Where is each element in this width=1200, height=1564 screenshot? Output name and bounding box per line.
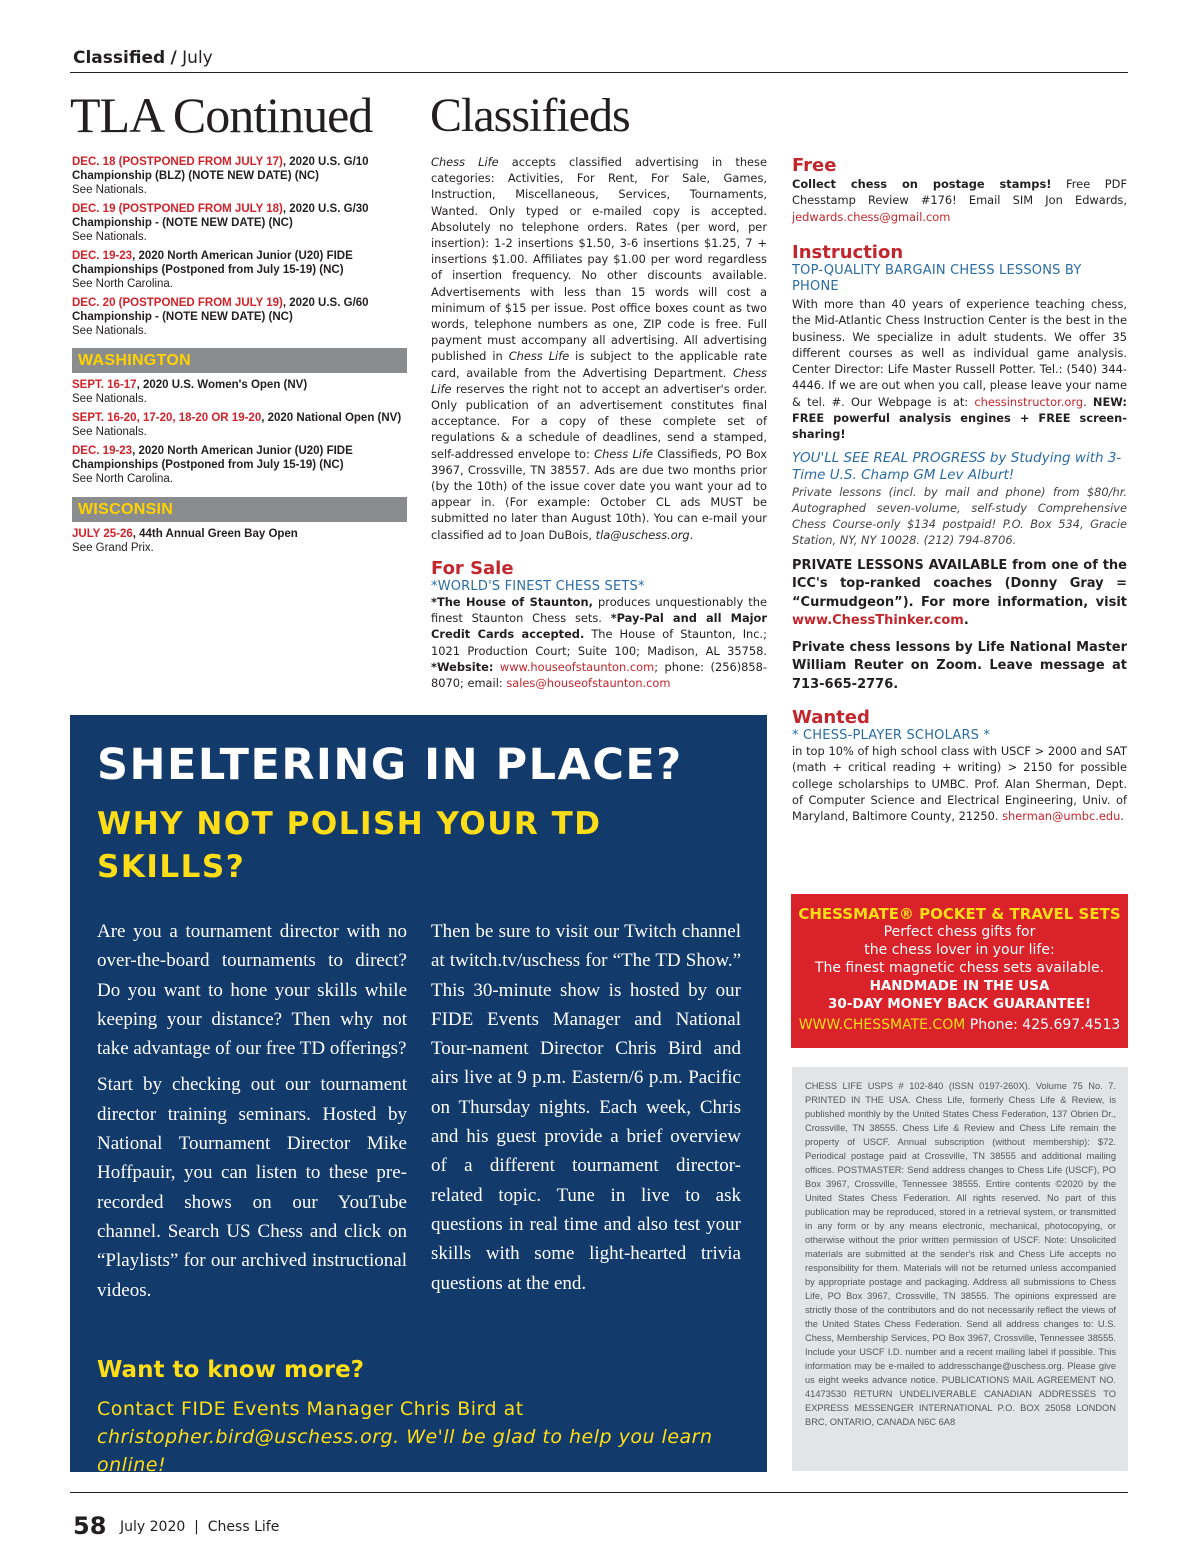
tla-event — [72, 444, 412, 486]
for-sale-subheading: *WORLD'S FINEST CHESS SETS* — [431, 579, 645, 594]
event-date: DEC. 19-23 — [72, 250, 133, 262]
private-lessons-icc — [792, 557, 1127, 631]
tla-group-washington — [72, 378, 412, 491]
ad-paragraph: Then be sure to visit our Twitch channel at twitch.tv/uschess for “The TD Show.” This 30-minute show is hosted by our FIDE Events Manager and National Tour-nament Director Chris Bird and airs live at 9 p.m. Eastern/6 p.m. Pacific on Thursday nights. Each week, Chris and his guest provide a brief overview of a different tournament director-related topic. Tune in live to ask questions in real time and also test your skills with some light-hearted trivia questions at the end. — [431, 921, 741, 1294]
event-date: SEPT. 16-17 — [72, 379, 137, 391]
email-link[interactable]: sherman@umbc.edu — [1002, 809, 1121, 824]
contact-text: . We'll be glad to help you learn online! — [97, 1426, 713, 1476]
bold-text: *Website: — [431, 659, 494, 674]
section-header — [73, 48, 213, 68]
classifieds-title: Classifieds — [430, 89, 630, 142]
chessmate-url[interactable]: WWW.CHESSMATE.COM — [798, 1017, 966, 1033]
ad-more-heading: Want to know more? — [97, 1357, 365, 1383]
ad-right-column — [431, 917, 741, 1305]
intro-mag-name: Chess Life — [431, 155, 499, 169]
top-rule — [70, 72, 1128, 73]
event-name: , 2020 U.S. G/10 Championship (BLZ) (NOTE NEW DATE) (NC) — [72, 156, 369, 182]
ad-paragraph: Are you a tournament director with no over-the-board tournaments to direct? Do you want to hone your skills while keeping your distance? Then why not take advantage of our free TD offerings? — [97, 921, 407, 1060]
tla-event — [72, 378, 412, 406]
email-link[interactable]: jedwards.chess@gmail.com — [792, 209, 951, 224]
intro-text: reserves the right not to accept an advertiser's order. Only publication of an advertisement constitutes final acceptance. For a copy of these complete set of regulations & a schedule of deadlines, send a stamped, self-addressed envelope to: — [431, 381, 767, 461]
event-name: , 2020 U.S. G/30 Championship - (NOTE NEW DATE) (NC) — [72, 203, 369, 229]
ad-paragraph: Start by checking out our tournament director training seminars. Hosted by National Tournament Director Mike Hoffpauir, you can listen to these pre-recorded shows on our YouTube channel. Search US Chess and click on “Playlists” for our archived instructional videos. — [97, 1074, 407, 1301]
website-link[interactable]: www.ChessThinker.com — [792, 613, 964, 629]
alburt-heading: YOU'LL SEE REAL PROGRESS by Studying with 3-Time U.S. Champ GM Lev Alburt! — [792, 449, 1122, 483]
website-link[interactable]: chessinstructor.org — [974, 394, 1084, 409]
chessmate-phone: Phone: 425.697.4513 — [965, 1017, 1121, 1033]
event-name: , 2020 North American Junior (U20) FIDE Championships (Postponed from July 15-19) (NC) — [72, 250, 353, 276]
bold-text: NEW: FREE powerful analysis engines + FREE screen-sharing! — [792, 394, 1127, 442]
chessmate-bold-line: 30-DAY MONEY BACK GUARANTEE! — [828, 996, 1091, 1012]
free-body — [792, 176, 1127, 225]
tla-event — [72, 155, 412, 197]
event-date: DEC. 20 (POSTPONED FROM JULY 19) — [72, 297, 283, 309]
tla-event — [72, 249, 412, 291]
event-see: See Nationals. — [72, 231, 147, 243]
masthead-box — [792, 1067, 1128, 1471]
body-text: PRIVATE LESSONS AVAILABLE from one of the ICC's top-ranked coaches (Donny Gray = “Curmudgeon”). For more information, visit — [792, 557, 1127, 610]
wanted-heading: Wanted — [792, 707, 870, 728]
intro-mag-name: Chess Life — [594, 446, 653, 461]
event-name: , 2020 U.S. Women's Open (NV) — [136, 379, 308, 391]
for-sale-heading: For Sale — [431, 558, 514, 579]
body-text: . — [1083, 394, 1093, 409]
body-text: Free PDF Chesstamp Review #176! Email SIM Jon Edwards, — [792, 177, 1127, 208]
body-text: With more than 40 years of experience teaching chess, the Mid-Atlantic Chess Instruction Center is the best in the business. We specialize in adult students. We offer 35 different courses as well as individual game analysis. Center Director: Life Master Russell Potter. Tel.: (540) 344-4446. If we are out when you call, please leave your name & tel. #. Our Webpage is at: — [792, 297, 1127, 409]
footer-issue: July 2020 | Chess Life — [120, 1519, 280, 1535]
event-see: See Nationals. — [72, 325, 147, 337]
header-month: July — [182, 48, 213, 68]
instruction-subheading: TOP-QUALITY BARGAIN CHESS LESSONS BY PHONE — [792, 263, 1082, 294]
event-name: , 2020 North American Junior (U20) FIDE Championships (Postponed from July 15-19) (NC) — [72, 445, 353, 471]
bottom-rule — [70, 1492, 1128, 1493]
tla-event — [72, 527, 412, 555]
event-see: See Grand Prix. — [72, 542, 154, 554]
ad-contact — [97, 1395, 747, 1479]
ad-headline: SHELTERING IN PLACE? — [97, 740, 683, 790]
tla-group-wisconsin — [72, 527, 412, 560]
tla-event — [72, 411, 412, 439]
event-name: , 44th Annual Green Bay Open — [132, 528, 298, 540]
event-date: DEC. 19-23 — [72, 445, 133, 457]
body-text: . — [1120, 809, 1124, 824]
contact-email-link[interactable]: christopher.bird@uschess.org — [97, 1426, 394, 1448]
intro-text: is subject to the applicable rate card, available from the Advertising Department. — [431, 349, 767, 380]
bold-text: *Pay-Pal and all Major Credit Cards accepted. — [431, 611, 767, 642]
wanted-body — [792, 743, 1127, 824]
chessmate-line: The finest magnetic chess sets available. — [814, 960, 1105, 976]
body-text: ; phone: (256)858-8070; email: — [431, 659, 767, 691]
email-link[interactable]: sales@houseofstaunton.com — [506, 676, 671, 691]
chessmate-contact — [791, 1016, 1128, 1034]
website-link[interactable]: www.houseofstaunton.com — [493, 659, 655, 674]
event-date: DEC. 19 (POSTPONED FROM JULY 18) — [72, 203, 283, 215]
chessmate-title: CHESSMATE® POCKET & TRAVEL SETS — [798, 905, 1121, 923]
intro-mag-name: Chess Life — [508, 349, 570, 364]
masthead-text: CHESS LIFE USPS # 102-840 (ISSN 0197-260X). Volume 75 No. 7. PRINTED IN THE USA. Chess Life, formerly Chess Life & Review, is published monthly by the United States Chess Federation, 137 Obrien Dr., Crossville, TN 38555. Chess Life & Review and Chess Life remain the property of USCF. Annual subscription (without membership): $72. Periodical postage paid at Crossville, TN 38555 and additional mailing offices. POSTMASTER: Send address changes to Chess Life (USCF), PO Box 3967, Crossville, Tennessee 38555. Entire contents ©2020 by the United States Chess Federation. All rights reserved. No part of this publication may be reproduced, stored in a retrieval system, or transmitted in any form or by any means electronic, mechanical, photocopying, or otherwise without the prior written permission of USCF. Note: Unsolicited materials are submitted at the sender's risk and Chess Life accepts no responsibility for them. Materials will not be returned unless accompanied by appropriate postage and packaging. Address all submissions to Chess Life, PO Box 3967, Crossville, TN 38555. The opinions expressed are strictly those of the contributors and do not necessarily reflect the views of the United States Chess Federation. Send all address changes to: U.S. Chess, Membership Services, PO Box 3967, Crossville, Tennessee 38555. Include your USCF I.D. number and a recent mailing label if possible. This information may be e-mailed to addresschange@uschess.org. Please give us eight weeks advance notice. PUBLICATIONS MAIL AGREEMENT NO. 41473530 RETURN UNDELIVERABLE CANADIAN ADDRESSES TO EXPRESS MESSENGER INTERNATIONAL P.O. BOX 25058 LONDON BRC, ONTARIO, CANADA N6C 6A8 — [805, 1081, 1116, 1427]
for-sale-body — [431, 594, 767, 691]
intro-text: . — [689, 527, 694, 542]
event-see: See Nationals. — [72, 426, 147, 438]
for-sale-section — [431, 558, 767, 691]
event-date: SEPT. 16-20, 17-20, 18-20 OR 19-20 — [72, 412, 262, 424]
chessmate-line: Perfect chess gifts for — [883, 924, 1036, 940]
tla-group-1 — [72, 155, 412, 343]
chessmate-ad — [791, 894, 1128, 1048]
contact-text: Contact FIDE Events Manager Chris Bird at — [97, 1398, 524, 1420]
state-bar-wisconsin: WISCONSIN — [72, 497, 407, 522]
instruction-body — [792, 296, 1127, 443]
event-see: See North Carolina. — [72, 278, 173, 290]
state-bar-washington: WASHINGTON — [72, 348, 407, 373]
private-lessons-reuter: Private chess lessons by Life National Master William Reuter on Zoom. Leave message at 713-665-2776. — [792, 639, 1127, 692]
header-slash: / — [170, 48, 177, 68]
intro-mag-name: Chess Life — [431, 365, 767, 396]
bold-text: Collect chess on postage stamps! — [792, 177, 1052, 191]
event-date: JULY 25-26 — [72, 528, 133, 540]
ad-subheadline: WHY NOT POLISH YOUR TD SKILLS? — [97, 806, 602, 885]
free-section — [792, 155, 1127, 225]
body-text: . — [963, 613, 969, 629]
event-see: See Nationals. — [72, 184, 147, 196]
event-date: DEC. 18 (POSTPONED FROM JULY 17) — [72, 156, 283, 168]
instruction-heading: Instruction — [792, 242, 904, 263]
instruction-section — [792, 242, 1127, 694]
tla-title: TLA Continued — [70, 87, 373, 143]
tla-event — [72, 296, 412, 338]
body-text: produces unquestionably the finest Staunton Chess sets. — [431, 595, 767, 626]
page-number: 58 — [73, 1512, 107, 1540]
section-label: Classified — [73, 48, 166, 68]
ad-left-column — [97, 917, 407, 1312]
bold-text: *The House of Staunton, — [431, 595, 593, 609]
chessmate-line: the chess lover in your life: — [864, 942, 1055, 958]
free-heading: Free — [792, 155, 837, 176]
wanted-section — [792, 707, 1127, 824]
classifieds-intro — [431, 154, 767, 543]
event-see: See Nationals. — [72, 393, 147, 405]
body-text: in top 10% of high school class with USCF > 2000 and SAT (math + critical reading + writing) > 2150 for possible college scholarships to UMBC. Prof. Alan Sherman, Dept. of Computer Science and Electrical Engineering, Univ. of Maryland, Baltimore County, 21250. — [792, 744, 1127, 824]
intro-text: Classifieds, PO Box 3967, Crossville, TN 38557. Ads are due two months prior (by the 10th) of the issue cover date you want your ad to appear in. (For example: October CL ads MUST be submitted no later than August 10th). You can e-mail your classified ad to Joan DuBois, — [431, 446, 767, 542]
event-name: , 2020 U.S. G/60 Championship - (NOTE NEW DATE) (NC) — [72, 297, 369, 323]
intro-email-link[interactable]: tla@uschess.org — [595, 527, 690, 542]
intro-text: accepts classified advertising in these categories: Activities, For Rent, For Sale, Games, Instruction, Miscellaneous, Services, Tournaments, Wanted. Only typed or e-mailed copy is accepted. Absolutely no telephone orders. Rates (per word, per insertion): 1-2 insertions $1.50, 3-6 insertions $1.25, 7 + insertions $1.00. Affiliates pay $1.00 per word regardless of insertion frequency. No other discounts available. Advertisements with less than 15 words will cost a minimum of $15 per issue. Post office boxes count as two words, telephone numbers as one, ZIP code is free. Full payment must accompany all advertising. All advertising published in — [431, 155, 768, 364]
event-name: , 2020 National Open (NV) — [261, 412, 402, 424]
alburt-body: Private lessons (incl. by mail and phone) from $80/hr. Autographed seven-volume, self-study Comprehensive Chess Course-only $134 postpaid! P.O. Box 534, Gracie Station, NY, NY 10028. (212) 794-8706. — [792, 484, 1127, 547]
chessmate-bold-line: HANDMADE IN THE USA — [869, 978, 1050, 994]
wanted-subheading: * CHESS-PLAYER SCHOLARS * — [792, 728, 991, 743]
event-see: See North Carolina. — [72, 473, 173, 485]
body-text: The House of Staunton, Inc.; 1021 Production Court; Suite 100; Madison, AL 35758. — [431, 627, 767, 658]
tla-event — [72, 202, 412, 244]
td-skills-ad — [70, 715, 767, 1476]
